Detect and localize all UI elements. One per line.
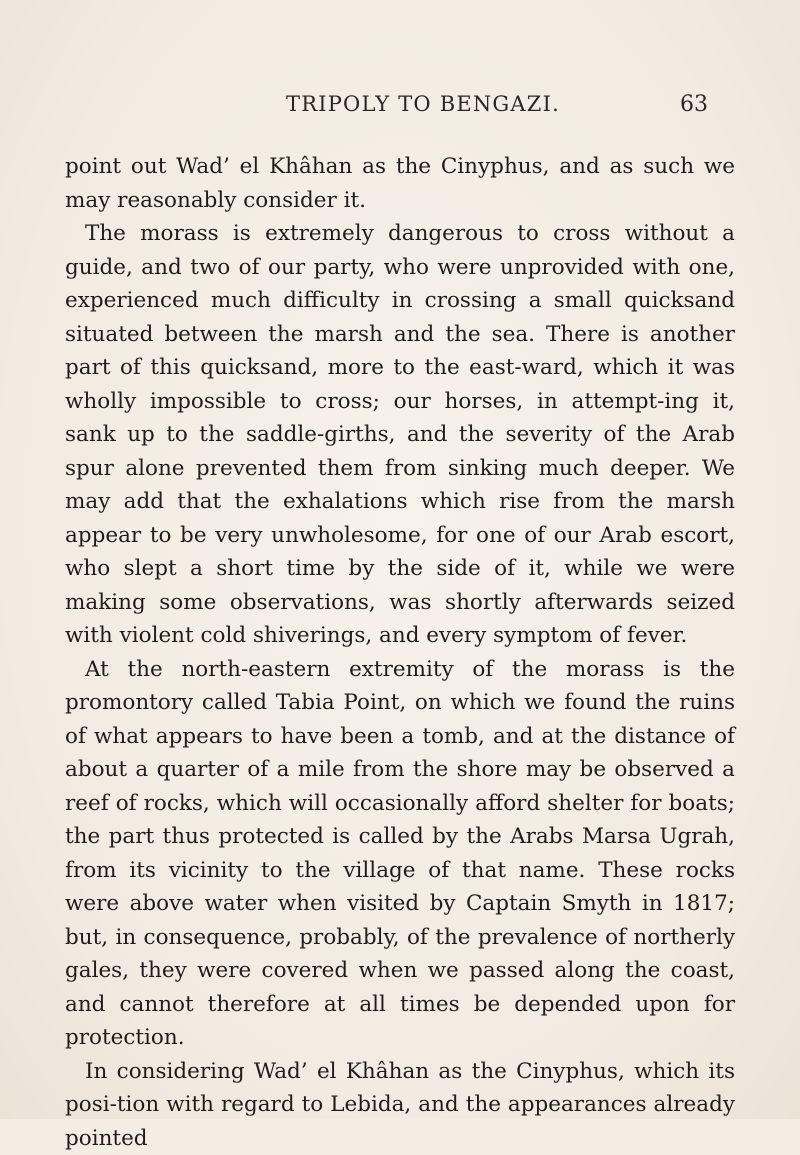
paragraph-morass-danger: The morass is extremely dangerous to cross without a guide, and two of our party, who were unprovided with one, experienced much difficulty in crossing a small quicksand situated between the marsh and the sea. There is another part of this quicksand, more to the east-ward, which it was wholly impossible to cross; our horses, in attempt-ing it, sank up to the saddle-girths, and the severity of the Arab spur alone prevented them from sinking much deeper. We may add that the exhalations which rise from the marsh appear to be very unwholesome, for one of our Arab escort, who slept a short time by the side of it, while we were making some observations, was shortly afterwards seized with violent cold shiverings, and every symptom of fever.: [65, 217, 735, 653]
page-number: 63: [680, 92, 708, 117]
running-head: [0, 92, 800, 132]
paragraph-cinyphus: In considering Wad’ el Khâhan as the Cinyphus, which its posi-tion with regard to Lebida, and the appearances already pointed: [65, 1055, 735, 1155]
body-text: [65, 150, 735, 1155]
running-head-title: TRIPOLY TO BENGAZI.: [286, 92, 560, 116]
paragraph-tabia-point: At the north-eastern extremity of the morass is the promontory called Tabia Point, on which we found the ruins of what appears to have been a tomb, and at the distance of about a quarter of a mile from the shore may be observed a reef of rocks, which will occasionally afford shelter for boats; the part thus protected is called by the Arabs Marsa Ugrah, from its vicinity to the village of that name. These rocks were above water when visited by Captain Smyth in 1817; but, in consequence, probably, of the prevalence of northerly gales, they were covered when we passed along the coast, and cannot therefore at all times be depended upon for protection.: [65, 653, 735, 1055]
paragraph-continuation: point out Wad’ el Khâhan as the Cinyphus, and as such we may reasonably consider it.: [65, 150, 735, 217]
